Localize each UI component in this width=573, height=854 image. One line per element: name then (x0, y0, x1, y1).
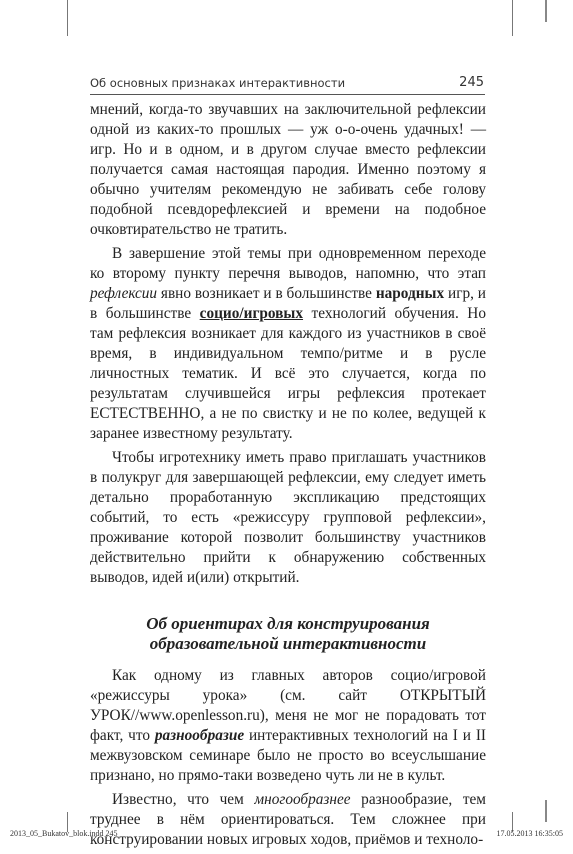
slug-timestamp: 17.05.2013 16:35:05 (496, 829, 563, 838)
crop-mark-top-right (512, 0, 513, 36)
text-run: интерактивных технологий на I и II межвузовском семинаре было не просто во всеуслышание признано, но прямо-таки возведено чуть ли не в культ. (90, 727, 487, 784)
text-run: народных (375, 285, 445, 302)
paragraph-3 (90, 448, 486, 588)
text-run: разнообразие (154, 727, 245, 744)
header-rule (90, 94, 485, 95)
paragraph-5 (90, 790, 486, 850)
running-head-title: Об основных признаках интерактивности (90, 76, 346, 90)
page-number: 245 (459, 75, 484, 90)
paragraph-4 (90, 666, 486, 786)
paragraph-2 (90, 244, 486, 444)
page-body (90, 100, 486, 854)
text-run: технологий обучения. Но там рефлексия возникает для каждого из участников в своё время, в индивидуальном темпо/ритме и в русле личностных тематик. И всё это случается, когда по результатам случившейся игры рефлексия протекает ЕСТЕСТВЕННО, а не по свистку и не по колее, ведущей к заранее известному результату. (90, 305, 486, 442)
running-head (90, 76, 484, 90)
text-run: мнений, когда-то звучавших на заключительной рефлексии одной из каких-то прошлых — уж о-о-очень удачных! — игр. Но и в одном, и в другом случае вместо рефлексии получается самая настоящая пародия. Именно поэтому я обычно учителям рекомендую не забивать себе голову подобной псевдорефлексией и времени на подобное очковтирательство не тратить. (90, 101, 486, 238)
paragraph-1 (90, 100, 486, 240)
text-run: Чтобы игротехнику иметь право приглашать участников в полукруг для завершающей рефлексии, ему следует иметь детально проработанную экспликацию предстоящих событий, то есть «режиссуру групповой рефлексии», проживание которой позволит большинству участников действительно прийти к обнаружению собственных выводов, идей и(или) открытий. (90, 449, 486, 586)
text-run: разнообразие, тем труднее в нём ориентироваться. Тем сложнее при конструировании новых игровых ходов, приёмов и техноло- (90, 791, 486, 848)
text-run: В завершение этой темы при одновременном переходе ко второму пункту перечня выводов, напомню, что этап (90, 245, 486, 282)
crop-mark-right-top (545, 0, 547, 22)
text-run: Известно, что чем (112, 791, 255, 808)
slug-file: 2013_05_Bukatov_blok.indd 245 (10, 829, 118, 838)
crop-mark-top-left (67, 0, 68, 36)
section-heading (90, 614, 486, 654)
text-run: рефлексии (90, 285, 158, 302)
text-run: явно возникает и в большинстве (157, 285, 376, 302)
text-run: социо/игровых (199, 305, 304, 322)
text-run: игр, и в большинстве (90, 285, 486, 322)
text-run: Как одному из главных авторов социо/игровой «режиссуры урока» (см. сайт ОТКРЫТЫЙ УРОК//www.openlesson.ru), меня не мог не порадовать тот факт, что (90, 667, 486, 744)
crop-mark-right-bottom (545, 800, 547, 822)
text-run: многообразнее (254, 791, 351, 808)
section-heading-line-1: Об ориентирах для конструирования (146, 614, 430, 633)
section-heading-line-2: образовательной интерактивности (149, 634, 427, 653)
